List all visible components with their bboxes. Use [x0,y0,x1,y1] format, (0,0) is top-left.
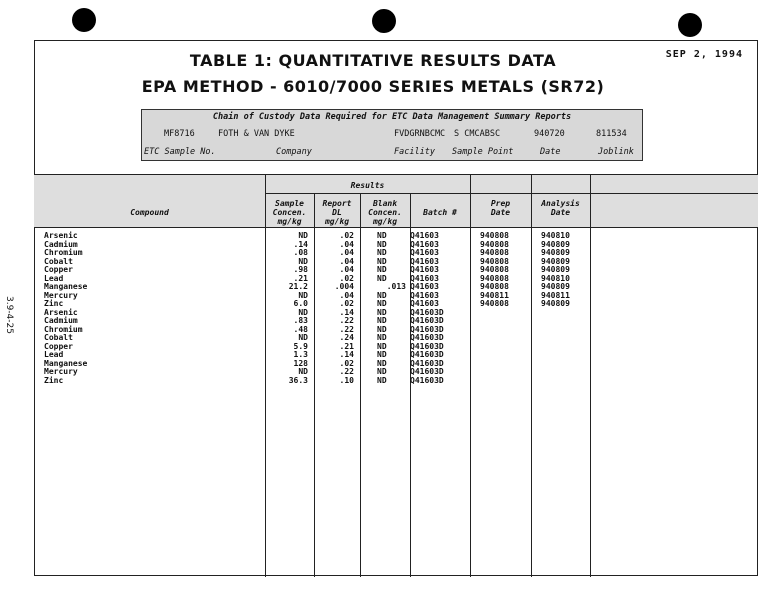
cell-analysis [541,368,570,377]
report-column [314,232,354,385]
cell-analysis: 940809 [541,239,570,249]
cell-prep [480,343,509,352]
cell-blank: ND [377,273,387,283]
cell-batch: Q41603 [410,239,439,249]
cell-sample: ND [298,290,308,300]
cell-analysis: 940811 [541,290,570,300]
cell-blank: ND [377,231,387,240]
cell-prep [480,360,509,369]
cell-analysis: 940809 [541,256,570,266]
cell-prep: 940808 [480,231,509,240]
cell-analysis [541,326,570,335]
cell-compound: Zinc [44,375,64,385]
cell-batch: Q41603 [410,248,439,257]
cell-analysis [541,334,570,343]
cell-analysis: 940809 [541,265,570,274]
cell-blank: ND [377,248,387,257]
custody-label-facility: Facility [394,147,435,157]
cell-batch: Q41603D [410,333,444,342]
cell-analysis: 940809 [541,282,570,291]
cell-blank: ND [377,265,387,274]
cell-prep [480,351,509,360]
page-title: TABLE 1: QUANTITATIVE RESULTS DATA [189,51,557,70]
cell-report: .02 [339,358,354,368]
cell-blank: ND [377,239,387,249]
cell-batch: Q41603 [410,282,439,291]
cell-compound: Copper [44,265,73,274]
custody-label-company: Company [276,147,312,157]
cell-compound: Cobalt [44,333,73,342]
results-table [34,174,758,577]
cell-compound: Chromium [44,248,83,257]
cell-blank: ND [377,316,387,325]
cell-compound: Arsenic [44,231,78,240]
cell-batch: Q41603D [410,375,444,385]
report-sheet [34,40,758,576]
col-prep-date: Prep Date [490,199,511,217]
cell-report: .22 [339,316,354,325]
cell-sample: ND [298,231,308,240]
cell-analysis [541,360,570,369]
custody-heading: Chain of Custody Data Required for ETC Data Management Summary Reports [212,112,572,122]
cell-analysis [541,343,570,352]
cell-batch: Q41603 [410,273,439,283]
cell-blank: ND [377,299,387,308]
cell-sample: ND [298,333,308,342]
cell-report: .24 [339,333,354,342]
cell-prep [480,377,509,386]
cell-batch: Q41603D [410,324,444,334]
cell-report: .04 [339,256,354,266]
col-blank-concen: Blank Concen. mg/kg [368,199,402,226]
custody-label-joblink: Joblink [598,147,634,157]
cell-batch: Q41603 [410,265,439,274]
cell-compound: Zinc [44,299,64,308]
blank-column [360,232,406,385]
cell-prep [480,309,509,318]
punch-hole-left [72,8,96,32]
punch-hole-right [678,13,702,37]
cell-batch: Q41603D [410,350,444,359]
sample-column [265,232,308,385]
punch-hole-center [372,9,396,33]
cell-sample: 1.3 [293,350,308,359]
cell-analysis: 940809 [541,248,570,257]
custody-label-sample-no: ETC Sample No. [144,147,216,157]
cell-report: .14 [339,307,354,317]
cell-report: .04 [339,239,354,249]
cell-analysis [541,377,570,386]
analysis-column [541,232,570,385]
cell-compound: Manganese [44,282,88,291]
cell-compound: Chromium [44,324,83,334]
custody-joblink: 811534 [596,129,627,139]
cell-prep [480,334,509,343]
cell-batch: Q41603D [410,367,444,376]
cell-compound: Cadmium [44,239,78,249]
cell-report: .02 [339,299,354,308]
col-sample-concen: Sample Concen. mg/kg [272,199,307,226]
cell-batch: Q41603 [410,231,439,240]
custody-sample-no: MF8716 [164,129,195,139]
cell-blank: ND [377,341,387,351]
cell-compound: Cobalt [44,256,73,266]
margin-note: 3.9-4-25 [4,296,14,334]
custody-box [141,109,643,161]
cell-blank: ND [377,350,387,359]
cell-batch: Q41603D [410,341,444,351]
cell-prep: 940808 [480,265,509,274]
cell-report: .14 [339,350,354,359]
cell-compound: Cadmium [44,316,78,325]
cell-blank: .013 [386,282,406,291]
col-report-dl: Report DL mg/kg [322,199,352,226]
cell-prep: 940808 [480,256,509,266]
cell-analysis: 940810 [541,231,570,240]
cell-sample: 128 [293,358,308,368]
cell-batch: Q41603D [410,358,444,368]
cell-prep: 940808 [480,248,509,257]
cell-prep: 940808 [480,282,509,291]
cell-sample: ND [298,256,308,266]
cell-compound: Mercury [44,290,78,300]
cell-sample: .21 [293,273,308,283]
cell-sample: 5.9 [293,341,308,351]
custody-label-date: Date [540,147,561,157]
custody-facility: FVDGRNBCMC [394,129,446,139]
cell-report: .04 [339,290,354,300]
cell-compound: Lead [44,350,64,359]
cell-report: .22 [339,324,354,334]
cell-blank: ND [377,367,387,376]
cell-prep [480,326,509,335]
cell-compound: Copper [44,341,73,351]
cell-sample: ND [298,307,308,317]
custody-label-sample-point: Sample Point [452,147,514,157]
cell-blank: ND [377,324,387,334]
cell-batch: Q41603 [410,299,439,308]
custody-date: 940720 [534,129,565,139]
cell-batch: Q41603D [410,316,444,325]
cell-compound: Mercury [44,367,78,376]
cell-report: .04 [339,248,354,257]
cell-report: .22 [339,367,354,376]
cell-report: .04 [339,265,354,274]
cell-analysis [541,317,570,326]
cell-blank: ND [377,307,387,317]
cell-blank: ND [377,358,387,368]
cell-report: .10 [339,375,354,385]
cell-prep [480,317,509,326]
cell-analysis [541,309,570,318]
cell-sample: 21.2 [288,282,308,291]
cell-prep: 940808 [480,299,509,308]
cell-prep: 940808 [480,273,509,283]
cell-report: .21 [339,341,354,351]
col-compound: Compound [130,208,169,217]
cell-analysis [541,351,570,360]
cell-analysis: 940810 [541,273,570,283]
custody-company: FOTH & VAN DYKE [218,129,295,139]
cell-sample: 6.0 [293,299,308,308]
cell-sample: .83 [293,316,308,325]
cell-blank: ND [377,256,387,266]
cell-analysis: 940809 [541,299,570,308]
compound-column [44,232,87,385]
cell-sample: .98 [293,265,308,274]
cell-compound: Lead [44,273,64,283]
batch-column [410,232,468,385]
cell-report: .02 [339,231,354,240]
custody-sample-point: S CMCABSC [454,129,501,139]
page-subtitle: EPA METHOD - 6010/7000 SERIES METALS (SR72) [141,77,605,96]
cell-batch: Q41603D [410,307,444,317]
cell-batch: Q41603 [410,256,439,266]
cell-blank: ND [377,333,387,342]
col-analysis-date: Analysis Date [541,199,580,217]
cell-blank: ND [377,290,387,300]
cell-prep [480,368,509,377]
cell-compound: Arsenic [44,307,78,317]
results-heading: Results [350,181,385,190]
cell-prep: 940808 [480,239,509,249]
cell-sample: ND [298,367,308,376]
cell-blank: ND [377,375,387,385]
prep-column [480,232,509,385]
cell-sample: 36.3 [288,375,308,385]
cell-report: .004 [334,282,354,291]
report-date: SEP 2, 1994 [665,49,743,60]
cell-compound: Manganese [44,358,88,368]
col-batch: Batch # [423,208,457,217]
cell-prep: 940811 [480,290,509,300]
cell-sample: .48 [293,324,308,334]
cell-batch: Q41603 [410,290,439,300]
cell-sample: .14 [293,239,308,249]
cell-report: .02 [339,273,354,283]
cell-sample: .08 [293,248,308,257]
